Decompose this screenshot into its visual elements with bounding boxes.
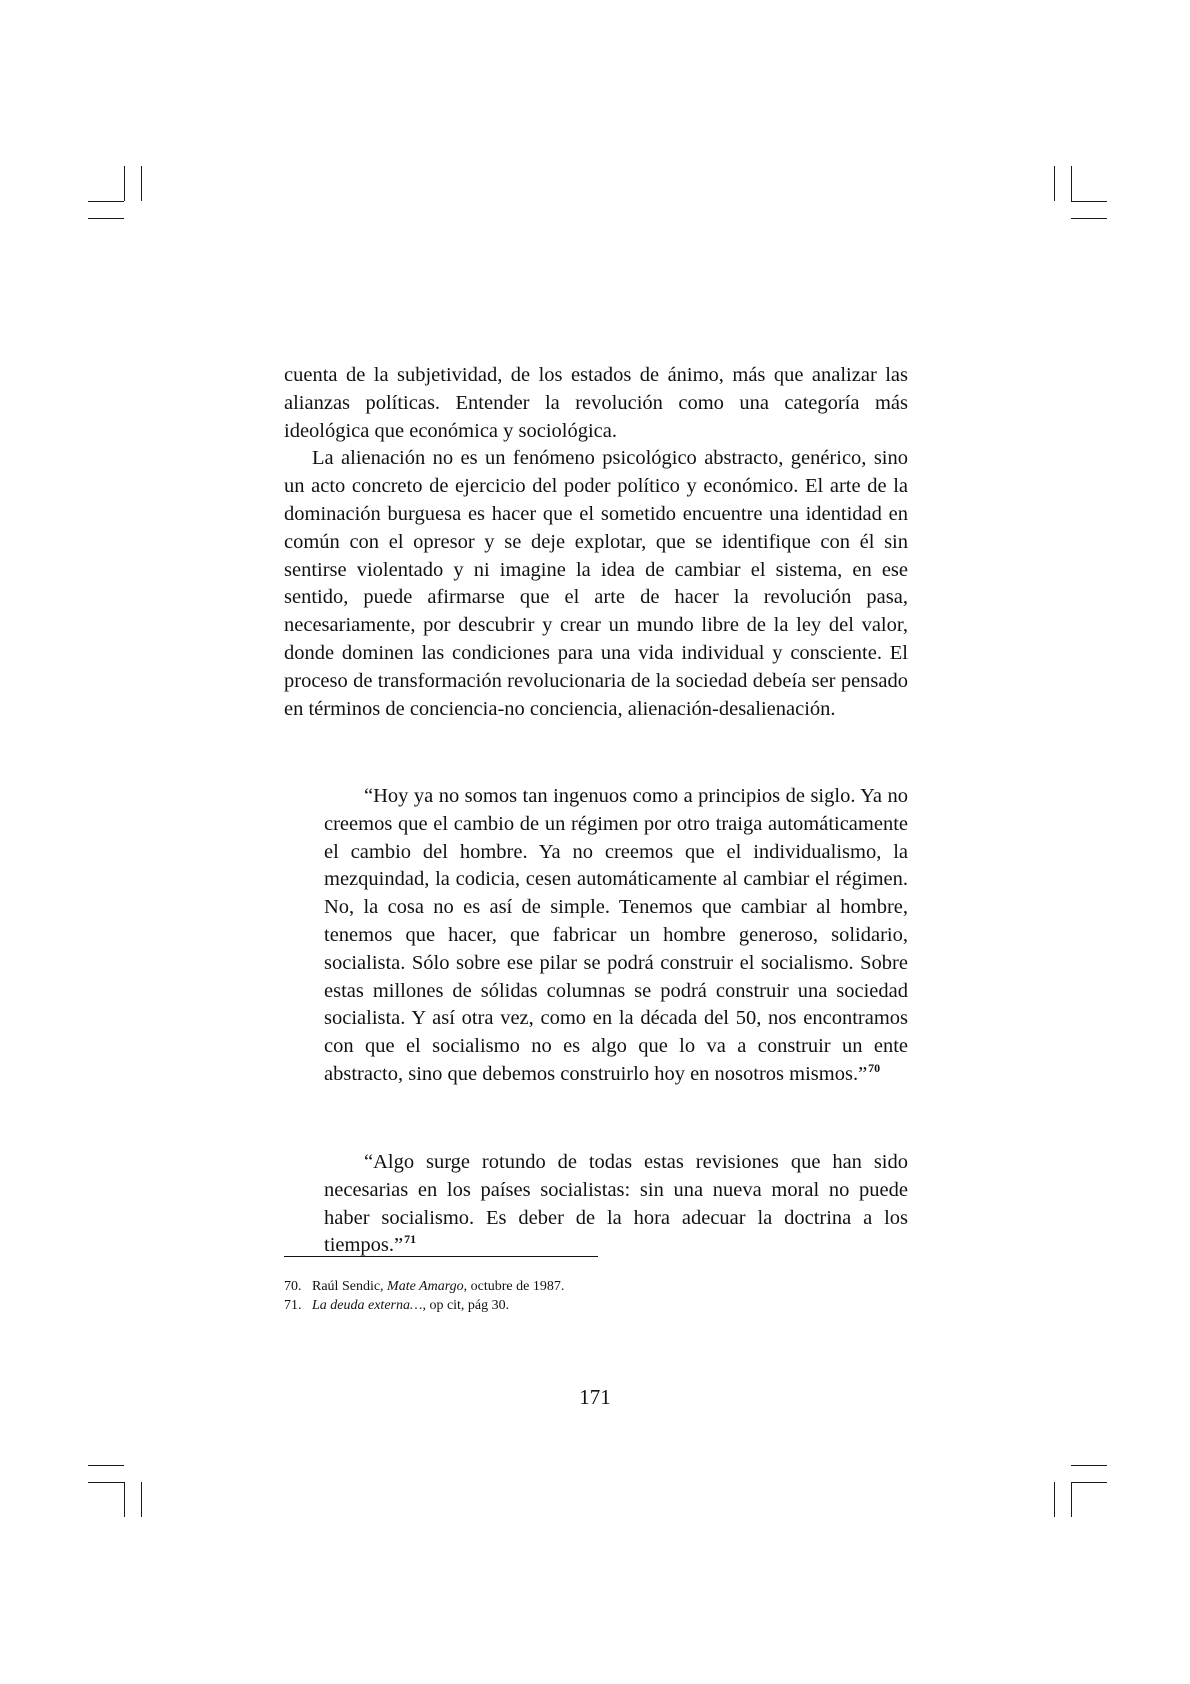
- crop-mark: [88, 1465, 124, 1466]
- crop-mark: [1071, 218, 1107, 219]
- footnote-author: Raúl Sendic,: [312, 1279, 384, 1294]
- paragraph: La alienación no es un fenómeno psicológico abstracto, genérico, sino un acto concreto de ejercicio del poder político y económico. El arte de la dominación burguesa es hacer que el sometido encuentre una identidad en común con el opresor y se deje explotar, que se identifique con él sin sentirse violentado y ni imagine la idea de cambiar el sistema, en ese sentido, puede afirmarse que el arte de hacer la revolución pasa, necesariamente, por descubrir y crear un mundo libre de la ley del valor, donde dominen las condiciones para una vida individual y consciente. El proceso de transformación revolucionaria de la sociedad debeía ser pensado en términos de conciencia-no conciencia, alienación-desalienación.: [284, 447, 908, 720]
- crop-mark: [1071, 1482, 1072, 1517]
- crop-mark: [1071, 1482, 1107, 1483]
- crop-mark: [124, 1482, 125, 1517]
- quote-paragraph: [324, 783, 908, 1089]
- paragraph: cuenta de la subjetividad, de los estados de ánimo, más que analizar las alianzas políticas. Entender la revolución como una categoría más ideológica que económica y sociológica.: [284, 364, 908, 442]
- block-quote: [324, 783, 908, 1089]
- crop-mark: [88, 201, 124, 202]
- footnote-title: La deuda externa…: [312, 1298, 423, 1313]
- crop-mark: [141, 1482, 142, 1517]
- footnote-separator: [284, 1256, 598, 1257]
- footnote-details: , octubre de 1987.: [463, 1279, 565, 1294]
- crop-mark: [124, 166, 125, 201]
- crop-mark: [88, 218, 124, 219]
- footnote: [284, 1277, 908, 1296]
- crop-mark: [141, 166, 142, 201]
- crop-mark: [88, 1482, 124, 1483]
- quote-text: “Hoy ya no somos tan ingenuos como a principios de siglo. Ya no creemos que el cambio de un régimen por otro traiga automáticamente el cambio del hombre. Ya no creemos que el individualismo, la mezquindad, la codicia, cesen automáticamente al cambiar el régimen. No, la cosa no es así de simple. Tenemos que cambiar al hombre, tenemos que hacer, que fabricar un hombre generoso, solidario, socialista. Sólo sobre ese pilar se podrá construir el socialismo. Sobre estas millones de sólidas columnas se podrá construir una sociedad socialista. Y así otra vez, como en la década del 50, nos encontramos con que el socialismo no es algo que lo va a construir un ente abstracto, sino que debemos construirlo hoy en nosotros mismos.”: [324, 785, 908, 1085]
- crop-mark: [1054, 166, 1055, 201]
- footnote-number: 71.: [284, 1298, 302, 1313]
- footnote: [284, 1296, 908, 1315]
- footnote-details: , op cit, pág 30.: [422, 1298, 510, 1313]
- crop-mark: [1071, 1465, 1107, 1466]
- footnotes: [284, 1277, 908, 1315]
- block-quote: [324, 1149, 908, 1260]
- crop-mark: [1054, 1482, 1055, 1517]
- crop-mark: [1071, 166, 1072, 201]
- crop-mark: [1071, 201, 1107, 202]
- quote-paragraph: [324, 1149, 908, 1260]
- footnote-reference: 70: [868, 1060, 881, 1075]
- footnote-title: Mate Amargo: [387, 1279, 464, 1294]
- body-text: [284, 362, 908, 723]
- footnote-number: 70.: [284, 1279, 302, 1294]
- footnote-reference: 71: [404, 1232, 417, 1247]
- page-number: 171: [579, 1385, 611, 1409]
- quote-text: “Algo surge rotundo de todas estas revisiones que han sido necesarias en los países socialistas: sin una nueva moral no puede haber socialismo. Es deber de la hora adecuar la doctrina a los tiempos.”: [324, 1151, 908, 1257]
